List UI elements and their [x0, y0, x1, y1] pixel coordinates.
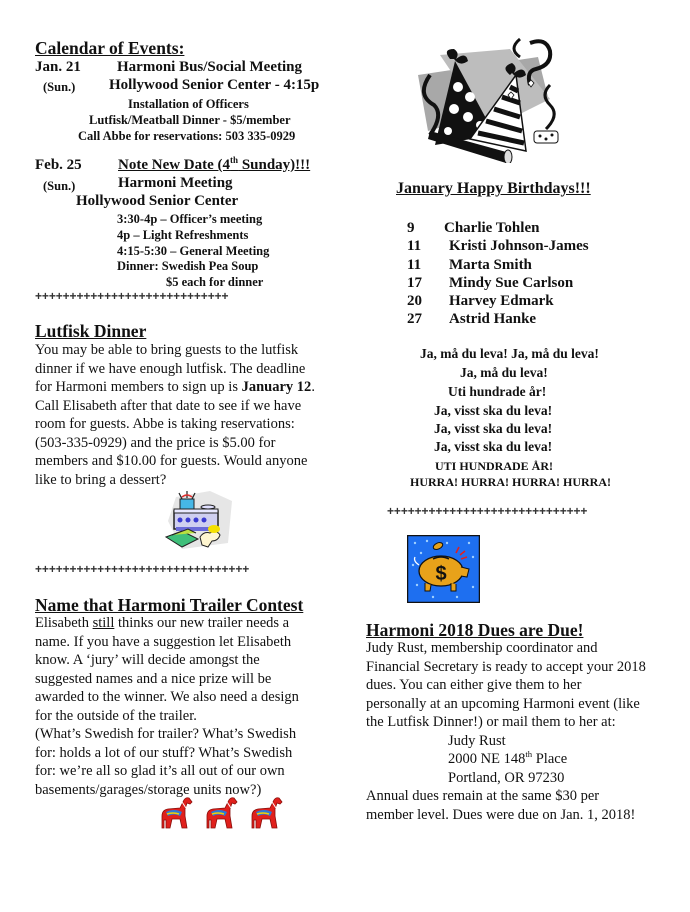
- event1-title: Harmoni Bus/Social Meeting: [117, 59, 302, 75]
- separator: ++++++++++++++++++++++++++++: [35, 289, 229, 303]
- trailer-heading: Name that Harmoni Trailer Contest: [35, 595, 304, 615]
- trailer-line: name. If you have a suggestion let Elisabeth: [35, 633, 292, 650]
- event1-day: (Sun.): [43, 80, 76, 94]
- lutfisk-line: You may be able to bring guests to the lutfisk: [35, 342, 299, 358]
- birthday-name: Harvey Edmark: [449, 293, 554, 310]
- dues-line: dues. You can either give them to her: [366, 677, 582, 693]
- dala-horse-icon: [203, 796, 239, 830]
- birthday-row: [407, 292, 589, 310]
- event2-note-text: Note New Date (4: [118, 157, 231, 173]
- birthday-name: Marta Smith: [449, 256, 532, 273]
- lutfisk-body: [35, 341, 315, 489]
- birthday-list: [407, 219, 589, 329]
- lutfisk-line: (503-335-0929) and the price is $5.00 for: [35, 434, 276, 451]
- dala-horse-icon: [248, 796, 284, 830]
- birthday-name: Charlie Tohlen: [444, 220, 540, 236]
- birthday-day: 9: [407, 220, 415, 236]
- trailer-line: know. A ‘jury’ will decide amongst the: [35, 652, 260, 668]
- lutfisk-text: .: [311, 379, 315, 395]
- separator: +++++++++++++++++++++++++++++: [387, 504, 588, 518]
- song-line: Ja, må du leva!: [460, 365, 548, 380]
- dala-horses: [158, 796, 284, 830]
- event2-schedule-item: 3:30-4p – Officer’s meeting: [117, 212, 263, 226]
- birthday-name: Astrid Hanke: [449, 311, 537, 328]
- calendar-heading: Calendar of Events:: [35, 38, 185, 58]
- dues-line: member level. Dues were due on Jan. 1, 2018!: [366, 806, 636, 823]
- song-line: Ja, visst ska du leva!: [434, 403, 553, 418]
- lutfisk-text: for Harmoni members to sign up is: [35, 379, 242, 395]
- birthday-day: 11: [407, 238, 422, 255]
- song-line: HURRA! HURRA! HURRA! HURRA!: [410, 475, 611, 489]
- piggy-bank-image: [407, 535, 480, 603]
- trailer-line: awarded to the winner. We also need a design: [35, 689, 299, 705]
- trailer-body: [35, 614, 299, 799]
- address-street-text: Place: [532, 751, 568, 767]
- event2-note-sup: th: [230, 155, 239, 165]
- lutfisk-heading: Lutfisk Dinner: [35, 321, 147, 341]
- event2-note: [118, 156, 310, 174]
- dues-line: the Lutfisk Dinner!) or mail them to her at:: [366, 714, 616, 730]
- lutfisk-line: dinner if we have enough lutfisk. The deadline: [35, 360, 306, 377]
- dues-line: Annual dues remain at the same $30 per: [366, 788, 600, 804]
- event2-location: Hollywood Senior Center: [76, 193, 239, 209]
- address-city: Portland, OR 97230: [448, 769, 565, 786]
- svg-text:$: $: [435, 563, 447, 585]
- dala-horse-icon: [158, 796, 194, 830]
- birthdays-heading: January Happy Birthdays!!!: [396, 180, 591, 197]
- lutfisk-line: room for guests. Abbe is taking reservations:: [35, 416, 295, 432]
- address-street-sup: th: [525, 749, 533, 760]
- trailer-line: for the outside of the trailer.: [35, 707, 197, 724]
- event2-date: Feb. 25: [35, 157, 82, 173]
- lutfisk-line: members and $10.00 for guests. Would anyone: [35, 453, 308, 469]
- party-hats-image: [410, 35, 570, 163]
- trailer-line: basements/garages/storage units now?): [35, 781, 262, 798]
- lutfisk-deadline: January 12: [241, 379, 312, 395]
- address-street-text: 2000 NE 148: [448, 751, 526, 767]
- birthday-day: 17: [407, 274, 422, 291]
- event2-note-text: Sunday)!!!: [238, 157, 311, 173]
- birthday-row: [407, 274, 589, 292]
- lutfisk-line: Call Elisabeth after that date to see if we have: [35, 397, 302, 414]
- trailer-emphasis: still: [92, 615, 115, 631]
- trailer-line: (What’s Swedish for trailer? What’s Swedish: [35, 726, 297, 742]
- dues-line: Financial Secretary is ready to accept your 2018: [366, 658, 646, 675]
- dues-line: Judy Rust, membership coordinator and: [366, 640, 598, 656]
- song-line: Ja, må du leva! Ja, må du leva!: [420, 346, 599, 361]
- event1-detail: Call Abbe for reservations: 503 335-0929: [78, 129, 296, 143]
- event1-location: Hollywood Senior Center - 4:15p: [109, 77, 320, 93]
- song-line: Ja, visst ska du leva!: [434, 421, 553, 436]
- event2-title: Harmoni Meeting: [118, 175, 233, 191]
- birthday-day: 11: [407, 256, 422, 273]
- dues-heading: Harmoni 2018 Dues are Due!: [366, 620, 584, 640]
- birthday-name: Mindy Sue Carlson: [449, 274, 574, 291]
- trailer-text: thinks our new trailer needs a: [114, 615, 290, 631]
- song-line: Uti hundrade år!: [448, 384, 547, 399]
- separator: +++++++++++++++++++++++++++++++: [35, 562, 250, 576]
- address-name: Judy Rust: [448, 732, 506, 749]
- event2-schedule-item: 4p – Light Refreshments: [117, 228, 249, 242]
- dues-line: personally at an upcoming Harmoni event (like: [366, 695, 640, 712]
- birthday-row: [407, 310, 589, 328]
- event2-schedule-item: 4:15-5:30 – General Meeting: [117, 244, 270, 258]
- stove-cooking-image: [158, 487, 238, 555]
- birthday-name: Kristi Johnson-James: [449, 238, 589, 255]
- birthday-row: [407, 219, 589, 237]
- trailer-line: for: holds a lot of our stuff? What’s Swedish: [35, 744, 293, 761]
- event2-day: (Sun.): [43, 179, 76, 193]
- event1-detail: Lutfisk/Meatball Dinner - $5/member: [89, 113, 291, 127]
- birthday-day: 27: [407, 311, 422, 328]
- lutfisk-line: like to bring a dessert?: [35, 471, 167, 488]
- song-line: Ja, visst ska du leva!: [434, 439, 553, 454]
- event2-schedule-item: Dinner: Swedish Pea Soup: [117, 259, 259, 273]
- song-line: UTI HUNDRADE ÅR!: [435, 459, 554, 473]
- trailer-line: [35, 614, 299, 633]
- trailer-text: Elisabeth: [35, 615, 93, 631]
- address-street: [366, 750, 646, 769]
- event2-price: $5 each for dinner: [166, 275, 264, 289]
- lutfisk-line: [35, 378, 315, 397]
- event1-detail: Installation of Officers: [128, 97, 249, 111]
- birthday-day: 20: [407, 293, 422, 310]
- trailer-line: suggested names and a nice prize will be: [35, 670, 272, 687]
- birthday-row: [407, 237, 589, 255]
- event1-date: Jan. 21: [35, 59, 81, 75]
- dues-body: [366, 639, 646, 824]
- trailer-line: for: we’re all so glad it’s all out of our own: [35, 763, 285, 779]
- birthday-row: [407, 256, 589, 274]
